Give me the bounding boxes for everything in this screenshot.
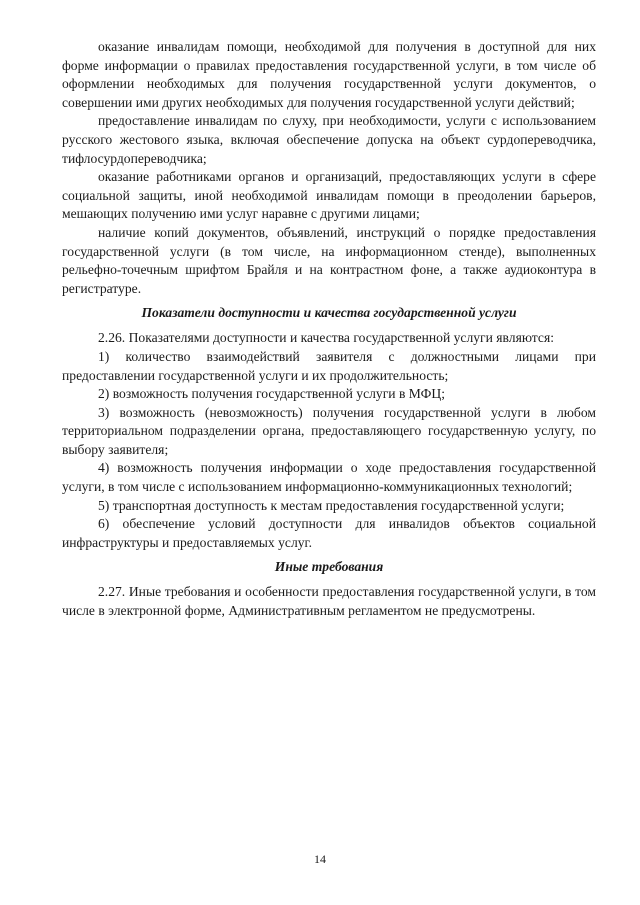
list-item: 4) возможность получения информации о ходе предоставления государственной услуги, в том числе с использованием информационно-коммуникационных технологий;	[62, 460, 596, 495]
list-item: 6) обеспечение условий доступности для инвалидов объектов социальной инфраструктуры и предоставляемых услуг.	[62, 516, 596, 550]
list-item: 2) возможность получения государственной услуги в МФЦ;	[98, 386, 445, 402]
paragraph: 2.26. Показателями доступности и качества государственной услуги являются:	[98, 330, 554, 346]
paragraph: наличие копий документов, объявлений, инструкций о порядке предоставления государственной услуги (в том числе, на информационном стенде), выполненных рельефно-точечным шрифтом Брайля и на контрастном фоне, а также аудиоконтура в регистратуре.	[62, 224, 596, 296]
document-page	[62, 38, 596, 621]
page-number: 14	[314, 852, 326, 866]
paragraph: 2.27. Иные требования и особенности предоставления государственной услуги, в том числе в электронной форме, Административным регламентом не предусмотрены.	[62, 584, 596, 619]
paragraph: предоставление инвалидам по слуху, при необходимости, услуги с использованием русского жестового языка, включая обеспечение допуска на объект сурдопереводчика, тифлосурдопереводчика;	[62, 113, 596, 166]
paragraph: оказание инвалидам помощи, необходимой для получения в доступной для них форме информации о правилах предоставления государственной услуги, в том числе об оформлении необходимых для получения государственной услуги документов, о совершении ими других необходимых для получения государственной услуги действий;	[62, 39, 596, 110]
paragraph: оказание работниками органов и организаций, предоставляющих услуги в сфере социальной защиты, иной необходимой инвалидам помощи в преодолении барьеров, мешающих получению ими услуг наравне с другими лицами;	[62, 169, 596, 222]
section-heading-accessibility: Показатели доступности и качества государственной услуги	[141, 305, 517, 321]
list-item: 3) возможность (невозможность) получения государственной услуги в любом территориальном подразделении органа, предоставляющего государственную услугу, по выбору заявителя;	[62, 404, 596, 457]
list-item: 1) количество взаимодействий заявителя с должностными лицами при предоставлении государственной услуги и их продолжительность;	[62, 348, 596, 383]
list-item: 5) транспортная доступность к местам предоставления государственной услуги;	[98, 497, 565, 513]
section-heading-other-requirements: Иные требования	[274, 559, 384, 575]
